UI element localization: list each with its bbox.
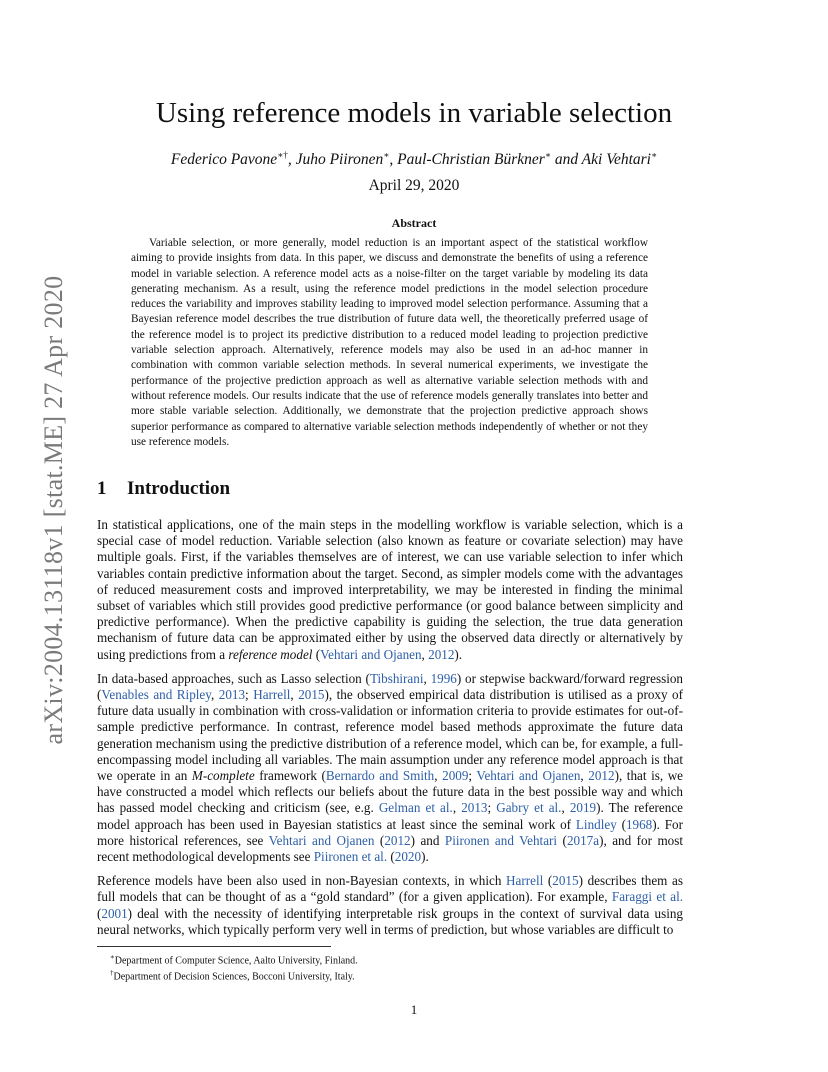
citation-link[interactable]: 2013 (461, 800, 488, 816)
citation-link[interactable]: Piironen and Vehtari (444, 832, 558, 848)
footnote-text: Department of Decision Sciences, Bocconi University, Italy. (113, 971, 355, 983)
text-run: ( (387, 849, 395, 865)
text-run: In statistical applications, one of the main steps in the modelling workflow is variable selection, which is a special case of model reduction. Variable selection (also known as feature or covariate selection) may have multiple goals. First, if the variables themselves are of interest, we can use variable selection to infer which variables contain predictive information about the target. Second, as simpler models come with the advantages of reduced measurement costs and improved interpretability, we may be interested in finding the minimal subset of variables which still provides good predictive performance (or good balance between simplicity and predictive performance). When the predictive capability is guiding the selection, the true data generation mechanism of future data can be approximated either by using the observed data directly or alternatively by using predictions from a (97, 517, 683, 662)
author-name: Juho Piironen (295, 151, 384, 169)
text-run: ( (97, 905, 102, 921)
text-run: ; (487, 800, 497, 816)
text-run: , (423, 670, 431, 686)
text-run: , (580, 768, 589, 784)
text-run: In data-based approaches, such as Lasso selection ( (97, 670, 370, 686)
text-run: ) or stepwise backward/forward regression ( (97, 670, 683, 703)
citation-link[interactable]: Gabry et al. (496, 800, 562, 816)
text-run: ( (557, 832, 567, 848)
abstract-heading: Abstract (391, 216, 437, 230)
footnote-text: Department of Computer Science, Aalto University, Finland. (114, 955, 358, 967)
text-run: , (561, 800, 570, 816)
citation-link[interactable]: Piironen et al. (313, 849, 388, 865)
text-run: ), that is, we have constructed a model which reflects our beliefs about the future data in the best possible way and which has passed model checking and criticism (see, e.g. (97, 768, 684, 816)
author-name: Paul-Christian Bürkner (397, 151, 545, 169)
author-list (0, 150, 828, 169)
text-run: ) describes them as full models that can be thought of as a “gold standard” (for a given application). For example, (97, 873, 683, 905)
citation-link[interactable]: 2001 (101, 905, 128, 921)
text-run: ). (421, 849, 429, 865)
paper-title: Using reference models in variable selection (155, 97, 673, 129)
author-separator: , (287, 151, 296, 169)
text-run: ). The reference model approach has been used in Bayesian statistics at least since the seminal work of (97, 800, 683, 832)
citation-link[interactable]: 2009 (442, 768, 469, 784)
text-run: , (210, 687, 219, 703)
text-run: , (452, 800, 462, 816)
text-run: ) deal with the necessity of identifying interpretable risk groups in the context of survival data using neural networks, which typically perform very well in terms of prediction, but whose variables are difficult to (97, 905, 683, 937)
citation-link[interactable]: 1968 (625, 816, 653, 832)
author-name: Aki Vehtari (581, 151, 651, 169)
text-run: ; (245, 687, 254, 703)
citation-link[interactable]: Tibshirani (369, 670, 424, 686)
footnote-mark: † (110, 969, 114, 978)
section-number: 1 (97, 478, 107, 499)
text-run: , (290, 687, 299, 703)
arxiv-identifier: arXiv:2004.13118v1 [stat.ME] 27 Apr 2020 (39, 275, 68, 745)
author-name: Federico Pavone (170, 151, 278, 169)
affiliation-mark: ∗ (383, 150, 390, 160)
citation-link[interactable]: Venables and Ripley (101, 687, 211, 703)
text-run: ( (616, 816, 626, 832)
citation-link[interactable]: Harrell (253, 687, 291, 703)
footnote (110, 951, 358, 967)
citation-link[interactable]: 2020 (394, 849, 422, 865)
text-run: ( (543, 873, 553, 889)
citation-link[interactable]: Bernardo and Smith (325, 768, 435, 784)
page-number: 1 (410, 1002, 418, 1017)
text-run: ; (468, 768, 477, 784)
citation-link[interactable]: 2012 (588, 768, 615, 784)
citation-link[interactable]: Gelman et al. (378, 800, 453, 816)
emphasis: M-complete (191, 768, 255, 784)
paragraph (97, 671, 683, 865)
paper-date: April 29, 2020 (368, 177, 460, 194)
paragraph (97, 517, 683, 663)
text-run: ) and (410, 832, 445, 848)
text-run: ( (312, 646, 321, 662)
footnote-mark: ∗ (110, 953, 115, 961)
affiliation-mark: ∗ (650, 150, 658, 160)
citation-link[interactable]: Vehtari and Ojanen (268, 832, 375, 848)
emphasis: reference model (228, 646, 313, 662)
citation-link[interactable]: 2012 (384, 832, 411, 848)
text-run: ( (374, 832, 385, 848)
text-run: , (421, 646, 429, 662)
text-run: framework ( (254, 768, 326, 784)
citation-link[interactable]: Vehtari and Ojanen (320, 646, 422, 662)
text-run: ). (454, 646, 463, 662)
citation-link[interactable]: 2019 (569, 800, 597, 816)
citation-link[interactable]: Faraggi et al. (611, 889, 683, 905)
text-run: ). For more historical references, see (97, 816, 683, 848)
body-text (97, 517, 683, 946)
text-run: ), and for most recent methodological developments see (97, 832, 684, 865)
footnotes (110, 951, 358, 984)
citation-link[interactable]: Lindley (575, 816, 617, 832)
text-run: ), the observed empirical data distribution is utilised as a proxy of future data usually in combination with cross-validation or information criteria to provide estimates for out-of-sample predictive performance. In contrast, reference model based methods approximate the future data generation mechanism using the predictive distribution of a reference model, which can be, for example, a full-encompassing model including all variables. The main assumption under any reference model approach is that we operate in an (97, 687, 683, 784)
citation-link[interactable]: 2012 (428, 646, 455, 662)
footnote-divider (97, 946, 331, 947)
affiliation-mark: ∗ (544, 150, 551, 160)
citation-link[interactable]: 2015 (298, 687, 325, 703)
footnote (110, 967, 358, 983)
citation-link[interactable]: Vehtari and Ojanen (476, 768, 581, 784)
citation-link[interactable]: 2015 (552, 873, 579, 889)
author-separator: and (550, 151, 582, 169)
author-separator: , (389, 151, 398, 169)
citation-link[interactable]: 1996 (430, 670, 457, 686)
citation-link[interactable]: Harrell (506, 873, 544, 889)
section-title: Introduction (127, 478, 231, 499)
citation-link[interactable]: 2017a (566, 832, 600, 848)
abstract-text: Variable selection, or more generally, model reduction is an important aspect of the statistical workflow aiming to provide insights from data. In this paper, we discuss and demonstrate the benefits of using a reference model in variable selection. A reference model acts as a noise-filter on the target variable by modeling its data generating mechanism. As a result, using the reference model predictions in the model selection procedure reduces the variability and improves stability leading to improved model selection performance. Assuming that a Bayesian reference model describes the true distribution of future data well, the theoretically preferred usage of the reference model is to project its predictive distribution to a reduced model leading to projection predictive variable selection approach. Alternatively, reference models may also be used in an ad-hoc manner in combination with common variable selection methods. In several numerical experiments, we investigate the performance of the projective prediction approach as well as alternative variable selection methods with and without reference models. Our results indicate that the use of reference models generally translates into better and more stable variable selection. Additionally, we demonstrate that the projection predictive approach shows superior performance as compared to alternative variable selection methods independently of whether or not they use reference models. (131, 237, 648, 448)
citation-link[interactable]: 2013 (218, 687, 246, 703)
affiliation-mark: ∗† (277, 150, 288, 160)
text-run: Reference models have been also used in non-Bayesian contexts, in which (97, 873, 507, 889)
paragraph (97, 873, 683, 938)
text-run: , (434, 768, 443, 784)
section-heading (97, 478, 230, 500)
